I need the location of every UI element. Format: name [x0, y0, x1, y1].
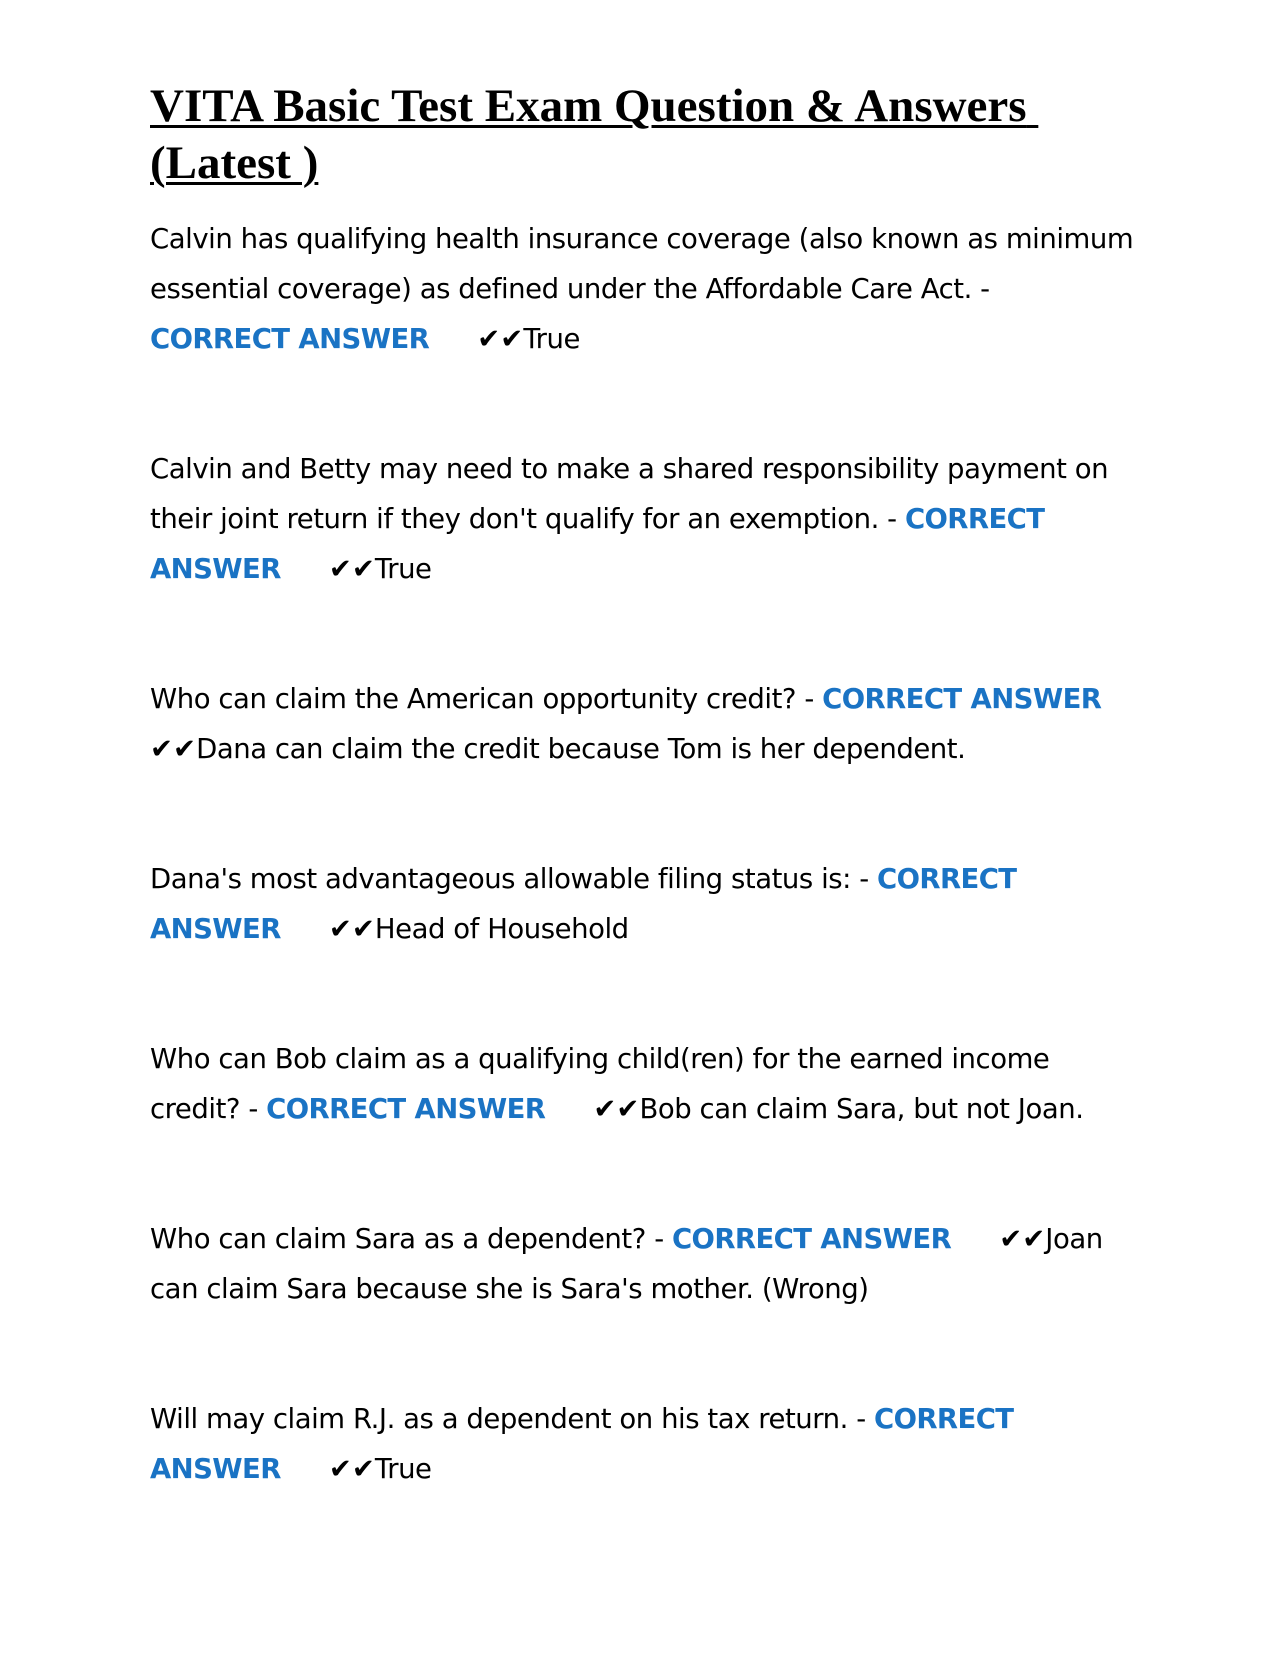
checkmark-icon: ✔✔ — [593, 1093, 640, 1125]
answer-text: True — [374, 1453, 432, 1485]
qa-item: Who can claim the American opportunity credit? - CORRECT ANSWER ✔✔Dana can claim the credit because Tom is her dependent. — [150, 683, 1102, 765]
document-page — [150, 78, 1135, 1494]
question-text: Dana's most advantageous allowable filing status is: — [150, 863, 851, 895]
correct-answer-label: CORRECT ANSWER — [150, 1403, 1014, 1485]
correct-answer-label: CORRECT ANSWER — [150, 323, 430, 355]
question-text: Who can claim the American opportunity credit? — [150, 683, 797, 715]
question-text: Who can claim Sara as a dependent? — [150, 1223, 646, 1255]
question-text: Who can Bob claim as a qualifying child(ren) for the earned income credit? — [150, 1043, 1050, 1125]
qa-item: Who can claim Sara as a dependent? - CORRECT ANSWER ✔✔Joan can claim Sara because she is Sara's mother. (Wrong) — [150, 1223, 1103, 1305]
qa-item: Who can Bob claim as a qualifying child(ren) for the earned income credit? - CORRECT ANSWER ✔✔Bob can claim Sara, but not Joan. — [150, 1043, 1084, 1125]
qa-item: Will may claim R.J. as a dependent on his tax return. - CORRECT ANSWER ✔✔True — [150, 1403, 1014, 1485]
answer-text: True — [523, 323, 580, 355]
answer-text: True — [374, 553, 432, 585]
correct-answer-label: CORRECT ANSWER — [266, 1093, 546, 1125]
correct-answer-label: CORRECT ANSWER — [150, 863, 1017, 945]
qa-item: Calvin has qualifying health insurance coverage (also known as minimum essential coverage) as defined under the Affordable Care Act. - CORRECT ANSWER ✔✔True — [150, 223, 1134, 355]
qa-item: Calvin and Betty may need to make a shared responsibility payment on their joint return if they don't qualify for an exemption. - CORRECT ANSWER ✔✔True — [150, 453, 1109, 585]
document-title: VITA Basic Test Exam Question & Answers (Latest ) — [150, 80, 1039, 189]
question-text: Will may claim R.J. as a dependent on his tax return. — [150, 1403, 848, 1435]
answer-text: Dana can claim the credit because Tom is her dependent. — [196, 733, 966, 765]
checkmark-icon: ✔✔ — [150, 733, 197, 765]
checkmark-icon: ✔✔ — [328, 553, 375, 585]
correct-answer-label: CORRECT ANSWER — [822, 683, 1102, 715]
correct-answer-label: CORRECT ANSWER — [150, 503, 1045, 585]
checkmark-icon: ✔✔ — [999, 1223, 1046, 1255]
checkmark-icon: ✔✔ — [477, 323, 524, 355]
answer-text: Joan can claim Sara because she is Sara's mother. (Wrong) — [150, 1223, 1103, 1305]
correct-answer-label: CORRECT ANSWER — [671, 1223, 952, 1255]
answer-text: Bob can claim Sara, but not Joan. — [639, 1093, 1084, 1125]
checkmark-icon: ✔✔ — [328, 1453, 375, 1485]
qa-item: Dana's most advantageous allowable filing status is: - CORRECT ANSWER ✔✔Head of Household — [150, 863, 1017, 945]
answer-text: Head of Household — [374, 913, 629, 945]
question-text: Calvin has qualifying health insurance coverage (also known as minimum essential coverage) as defined under the Affordable Care Act. — [150, 223, 1134, 305]
question-text: Calvin and Betty may need to make a shared responsibility payment on their joint return if they don't qualify for an exemption. — [150, 453, 1109, 535]
checkmark-icon: ✔✔ — [328, 913, 375, 945]
